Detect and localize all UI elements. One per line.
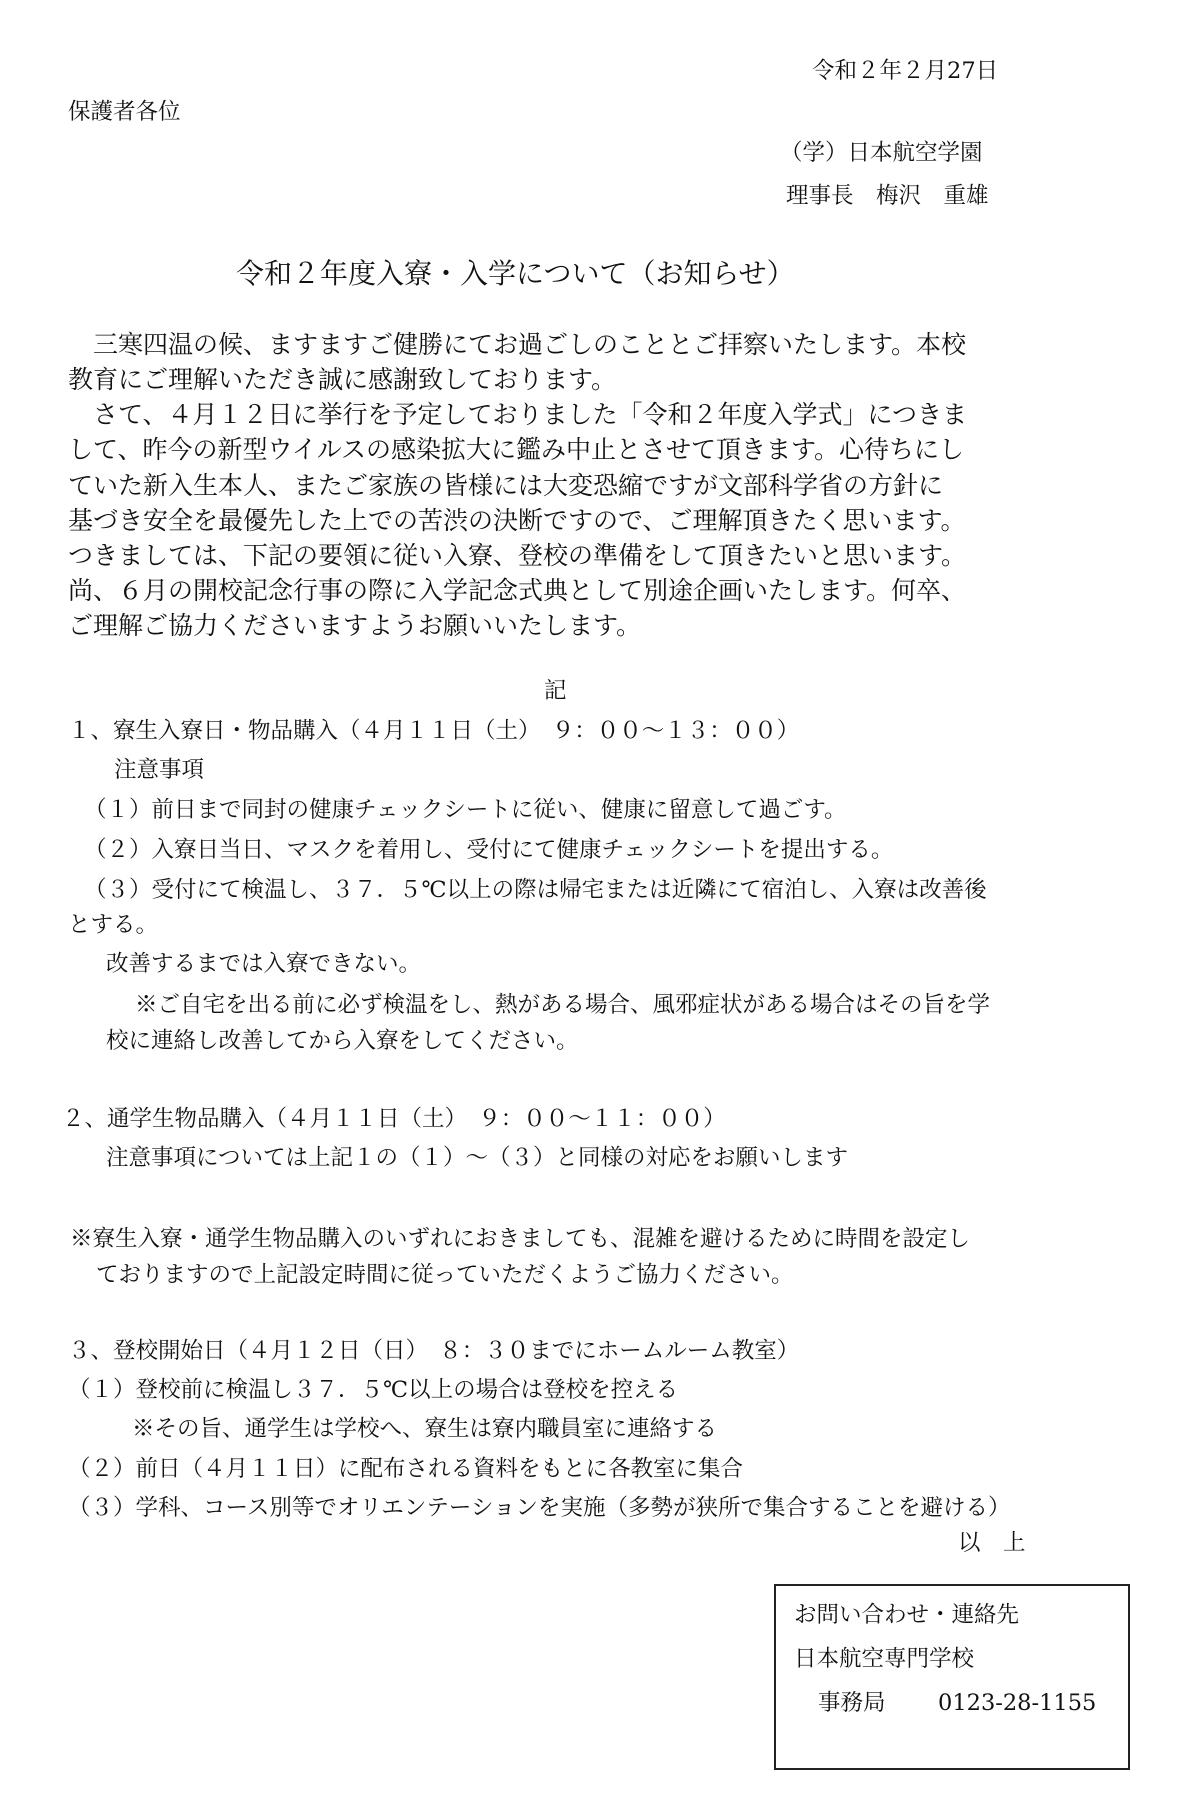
- body-line: つきましては、下記の要領に従い入寮、登校の準備をして頂きたいと思います。: [68, 541, 967, 570]
- ki-heading: 記: [544, 678, 567, 704]
- document-title: 令和２年度入寮・入学について（お知らせ）: [236, 257, 795, 290]
- section1-item-continued: とする。: [68, 912, 159, 938]
- section2-heading: ２、通学生物品購入（４月１１日（土） ９：００～１１：００）: [62, 1106, 726, 1132]
- general-note: ておりますので上記設定時間に従っていただくようご協力ください。: [96, 1262, 794, 1288]
- document-date: 令和２年２月27日: [812, 58, 999, 84]
- body-line: ご理解ご協力くださいますようお願いいたします。: [68, 611, 642, 640]
- section1-item: （２）入寮日当日、マスクを着用し、受付にて健康チェックシートを提出する。: [84, 837, 894, 863]
- body-line: して、昨今の新型ウイルスの感染拡大に鑑み中止とさせて頂きます。心待ちにし: [68, 435, 965, 464]
- closing-mark: 以 上: [958, 1530, 1026, 1556]
- section3-item-sub: ※その旨、通学生は学校へ、寮生は寮内職員室に連絡する: [132, 1416, 718, 1442]
- section1-remark: 校に連絡し改善してから入寮をしてください。: [106, 1028, 579, 1054]
- section1-after-line: 改善するまでは入寮できない。: [106, 951, 422, 977]
- section3-item: （１）登校前に検温し３７．５℃以上の場合は登校を控える: [68, 1377, 679, 1403]
- section1-item: （３）受付にて検温し、３７．５℃以上の際は帰宅または近隣にて宿泊し、入寮は改善後: [84, 877, 987, 903]
- section1-heading: １、寮生入寮日・物品購入（４月１１日（土） ９：００～１３：００）: [68, 718, 800, 744]
- contact-phone: 0123-28-1155: [938, 1690, 1097, 1716]
- body-line: 教育にご理解いただき誠に感謝致しております。: [68, 365, 617, 394]
- body-line: さて、４月１２日に挙行を予定しておりました「令和２年度入学式」につきま: [93, 400, 968, 429]
- sender-organization: （学）日本航空学園: [780, 140, 983, 166]
- section3-item: （２）前日（４月１１日）に配布される資料をもとに各教室に集合: [68, 1456, 744, 1482]
- body-line: 尚、６月の開校記念行事の際に入学記念式典として別途企画いたします。何卒、: [68, 576, 967, 605]
- section2-note: 注意事項については上記１の（１）～（３）と同様の対応をお願いします: [106, 1145, 849, 1171]
- recipient: 保護者各位: [68, 99, 181, 125]
- general-note: ※寮生入寮・通学生物品購入のいずれにおきましても、混雑を避けるために時間を設定し: [70, 1226, 971, 1252]
- body-line: 三寒四温の候、ますますご健勝にてお過ごしのこととご拝察いたします。本校: [93, 330, 967, 359]
- contact-label: お問い合わせ・連絡先: [794, 1602, 1020, 1628]
- sender-name: 理事長 梅沢 重雄: [786, 183, 989, 209]
- section1-notes-label: 注意事項: [114, 757, 205, 783]
- body-line: ていた新入生本人、またご家族の皆様には大変恐縮ですが文部科学省の方針に: [68, 471, 944, 500]
- section1-remark: ※ご自宅を出る前に必ず検温をし、熱がある場合、風邪症状がある場合はその旨を学: [135, 992, 991, 1018]
- body-line: 基づき安全を最優先した上での苦渋の決断ですので、ご理解頂きたく思います。: [68, 506, 966, 535]
- contact-school: 日本航空専門学校: [794, 1646, 975, 1672]
- section3-item: （３）学科、コース別等でオリエンテーションを実施（多勢が狭所で集合することを避ける）: [68, 1495, 1011, 1521]
- contact-office: 事務局: [818, 1690, 886, 1716]
- section1-item: （１）前日まで同封の健康チェックシートに従い、健康に留意して過ごす。: [84, 797, 847, 823]
- section3-heading: ３、登校開始日（４月１２日（日） ８：３０までにホームルーム教室）: [68, 1338, 800, 1364]
